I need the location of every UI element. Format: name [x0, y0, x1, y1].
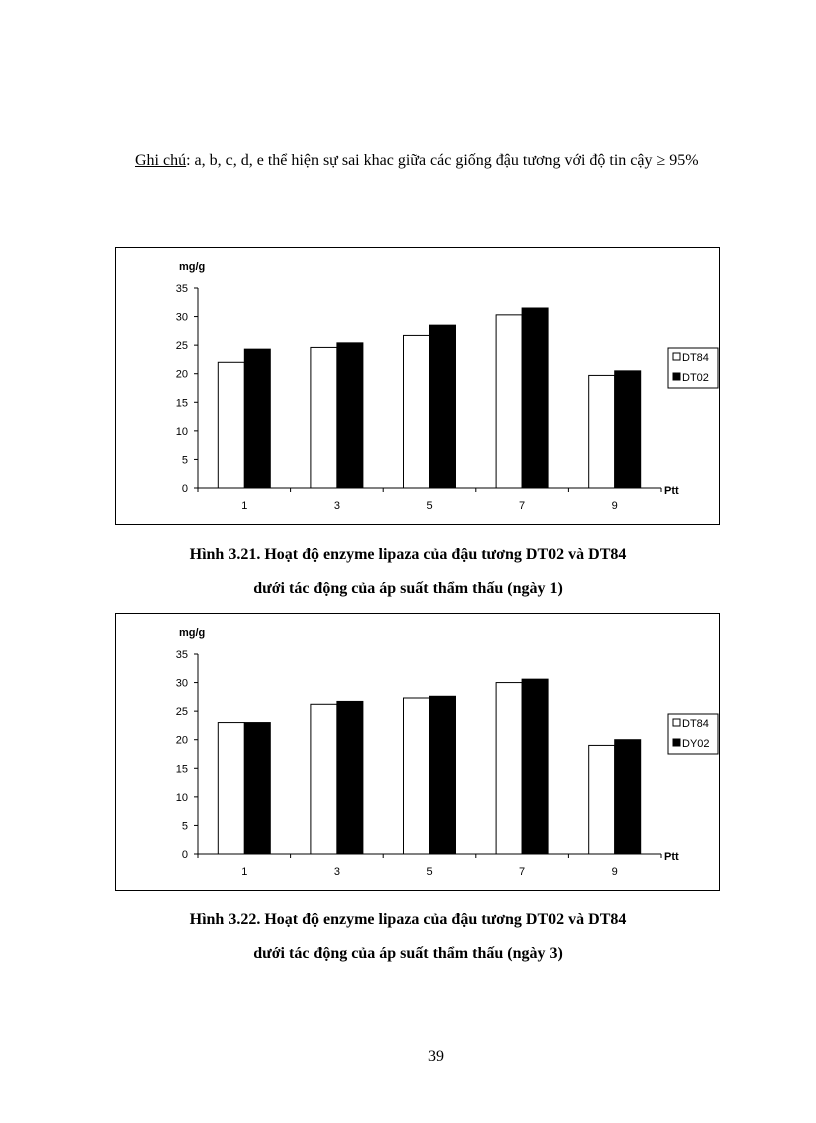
- y-tick-label: 25: [175, 340, 188, 353]
- bar-dy02-9: [615, 740, 641, 854]
- x-tick-label: 1: [241, 866, 248, 878]
- x-tick-label: 7: [519, 500, 526, 512]
- y-tick-label: 30: [175, 677, 188, 690]
- bar-dt84-3: [311, 347, 337, 488]
- bar-dt84-1: [218, 723, 244, 854]
- legend-swatch-dt02: [673, 373, 680, 380]
- figure-3-21-caption-line1: Hình 3.21. Hoạt độ enzyme lipaza của đậu tương DT02 và DT84: [189, 546, 627, 563]
- chart-legend: [668, 714, 718, 754]
- bar-dy02-1: [244, 723, 270, 854]
- legend-label-dy02: DY02: [682, 738, 710, 750]
- bar-dt84-9: [589, 375, 615, 488]
- chart-figure-3-22: [115, 613, 720, 891]
- x-tick-label: 5: [426, 500, 433, 512]
- chart-svg-1: [116, 248, 719, 524]
- y-tick-label: 10: [175, 425, 188, 438]
- bar-dy02-5: [430, 696, 456, 854]
- y-tick-label: 10: [175, 791, 188, 804]
- legend-swatch-dt84: [673, 719, 680, 726]
- bar-dt84-9: [589, 745, 615, 854]
- bar-dt02-1: [244, 349, 270, 488]
- legend-label-dt84: DT84: [682, 352, 709, 364]
- figure-3-21-caption-line2: dưới tác động của áp suất thẩm thấu (ngày 1): [253, 580, 563, 597]
- y-tick-label: 0: [181, 849, 188, 861]
- bar-dt84-5: [404, 335, 430, 488]
- legend-swatch-dt84: [673, 353, 680, 360]
- chart-figure-3-21: [115, 247, 720, 525]
- bar-dt02-3: [337, 343, 363, 488]
- bar-dt84-1: [218, 362, 244, 488]
- y-axis-label: mg/g: [179, 261, 206, 273]
- x-tick-label: 9: [611, 866, 618, 878]
- note-text: : a, b, c, d, e thể hiện sự sai khac giữa các giống đậu tương với độ tin cậy ≥ 95%: [186, 152, 699, 169]
- y-tick-label: 15: [175, 763, 188, 776]
- x-tick-label: 5: [426, 866, 433, 878]
- note-paragraph: [135, 144, 735, 178]
- x-axis-label: Ptt: [664, 851, 679, 863]
- note-label: Ghi chú: [135, 152, 187, 169]
- chart-svg-2: [116, 614, 719, 890]
- legend-label-dt02: DT02: [682, 372, 709, 384]
- y-tick-label: 35: [175, 283, 188, 295]
- bar-dt84-5: [404, 698, 430, 854]
- y-tick-label: 0: [181, 483, 188, 495]
- bar-dy02-7: [522, 679, 548, 854]
- figure-3-22-caption-line1: Hình 3.22. Hoạt độ enzyme lipaza của đậu tương DT02 và DT84: [189, 911, 627, 928]
- bar-dt02-7: [522, 308, 548, 488]
- x-tick-label: 3: [333, 500, 340, 512]
- y-tick-label: 30: [175, 311, 188, 324]
- legend-swatch-dy02: [673, 739, 680, 746]
- bar-dy02-3: [337, 701, 363, 854]
- x-axis-label: Ptt: [664, 485, 679, 497]
- y-tick-label: 15: [175, 397, 188, 410]
- legend-label-dt84: DT84: [682, 718, 709, 730]
- y-tick-label: 5: [181, 820, 188, 833]
- chart-legend: [668, 348, 718, 388]
- x-tick-label: 7: [519, 866, 526, 878]
- y-tick-label: 35: [175, 649, 188, 661]
- bar-dt84-7: [496, 315, 522, 488]
- bar-dt84-7: [496, 683, 522, 854]
- x-tick-label: 3: [333, 866, 340, 878]
- bar-dt02-9: [615, 371, 641, 488]
- bar-dt02-5: [430, 325, 456, 488]
- y-tick-label: 20: [175, 734, 188, 747]
- y-tick-label: 25: [175, 706, 188, 719]
- y-axis-label: mg/g: [179, 627, 206, 639]
- x-tick-label: 9: [611, 500, 618, 512]
- page-number: 39: [428, 1048, 444, 1065]
- bar-dt84-3: [311, 704, 337, 854]
- x-tick-label: 1: [241, 500, 248, 512]
- y-tick-label: 5: [181, 454, 188, 467]
- y-tick-label: 20: [175, 368, 188, 381]
- figure-3-22-caption-line2: dưới tác động của áp suất thẩm thấu (ngày 3): [253, 945, 563, 962]
